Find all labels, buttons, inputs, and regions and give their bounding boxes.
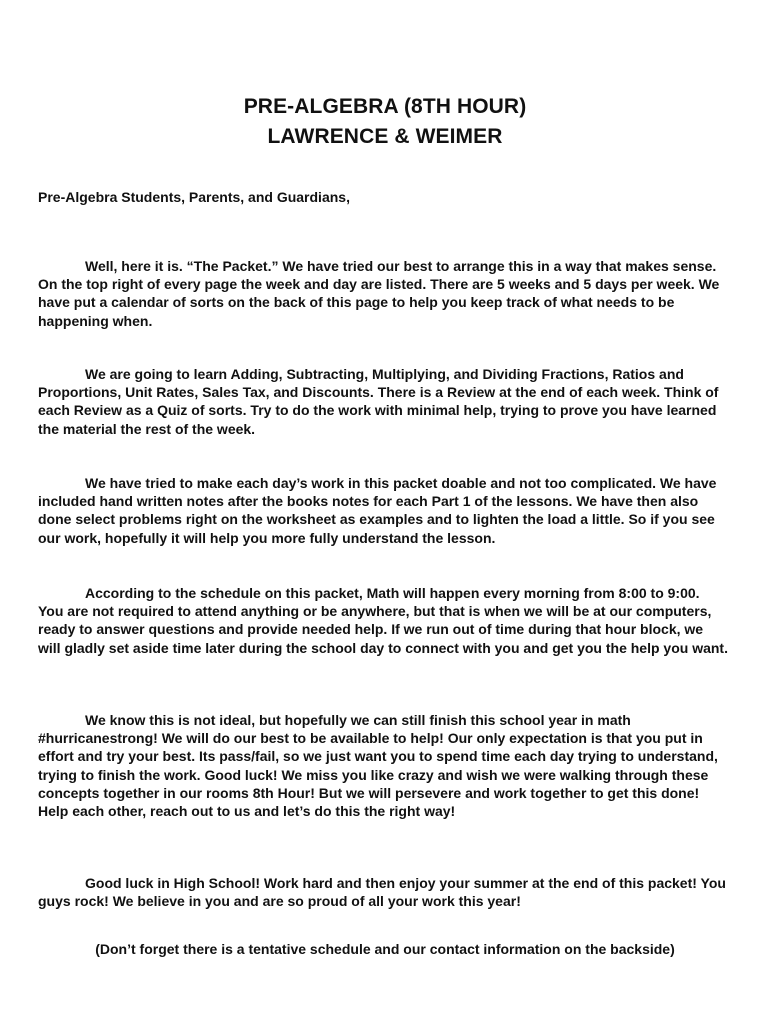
- paragraph-expectations: We know this is not ideal, but hopefully we can still finish this school year in math #hurricanestrong! We will do our best to be available to help! Our only expectation is that you put in effort and try your best. Its pass/fail, so we just want you to spend time each day trying to understand, trying to finish the work. Good luck! We miss you like crazy and wish we were walking through these concepts together in our rooms 8th Hour! But we will persevere and work together to get this done! Help each other, reach out to us and let’s do this the right way!: [38, 712, 718, 820]
- paragraph-schedule: According to the schedule on this packet, Math will happen every morning from 8:00 to 9:00. You are not required to attend anything or be anywhere, but that is when we will be at our computers, ready to answer questions and provide needed help. If we run out of time during that hour block, we will gladly set aside time later during the school day to connect with you and get you the help you want.: [38, 585, 728, 656]
- salutation: Pre-Algebra Students, Parents, and Guardians,: [38, 189, 350, 205]
- paragraph-notes: We have tried to make each day’s work in this packet doable and not too complicated. We have included hand written notes after the books notes for each Part 1 of the lessons. We have then also done select problems right on the worksheet as examples and to lighten the load a little. So if you see our work, hopefully it will help you more fully understand the lesson.: [38, 475, 717, 546]
- page-title-line-1: PRE-ALGEBRA (8TH HOUR): [243, 95, 527, 118]
- paragraph-packet-intro: Well, here it is. “The Packet.” We have tried our best to arrange this in a way that makes sense. On the top right of every page the week and day are listed. There are 5 weeks and 5 days per week. We have put a calendar of sorts on the back of this page to help you keep track of what needs to be happening when.: [38, 258, 720, 329]
- paragraph-topics: We are going to learn Adding, Subtracting, Multiplying, and Dividing Fractions, Ratios and Proportions, Unit Rates, Sales Tax, and Discounts. There is a Review at the end of each week. Think of each Review as a Quiz of sorts. Try to do the work with minimal help, trying to prove you have learned the material the rest of the week.: [38, 366, 719, 437]
- backside-note: (Don’t forget there is a tentative schedule and our contact information on the backside): [95, 941, 675, 957]
- paragraph-closing: Good luck in High School! Work hard and then enjoy your summer at the end of this packet! You guys rock! We believe in you and are so proud of all your work this year!: [38, 875, 726, 910]
- page-title-line-2: LAWRENCE & WEIMER: [267, 125, 503, 148]
